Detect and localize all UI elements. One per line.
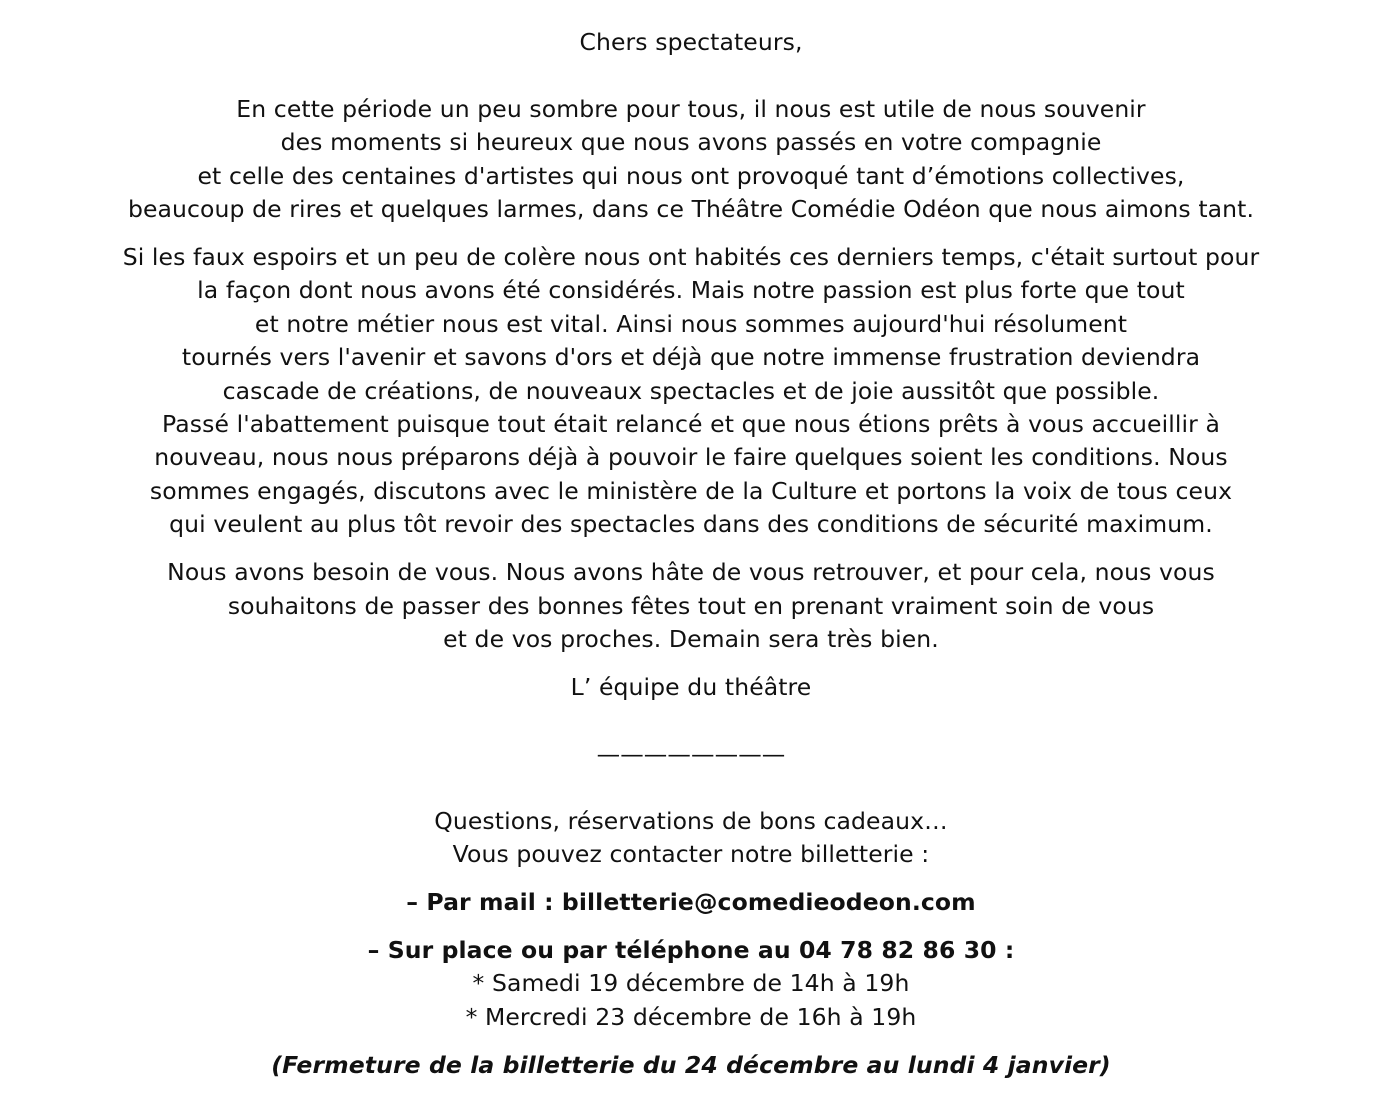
- schedule-item: * Mercredi 23 décembre de 16h à 19h: [465, 1002, 917, 1031]
- paragraph-line: Passé l'abattement puisque tout était relancé et que nous étions prêts à vous accueillir à: [162, 410, 1220, 439]
- spacer: [0, 542, 1382, 557]
- paragraph-line: tournés vers l'avenir et savons d'ors et déjà que notre immense frustration deviendra: [181, 343, 1201, 372]
- closing-note: (Fermeture de la billetterie du 24 décembre au lundi 4 janvier): [271, 1050, 1111, 1079]
- paragraph-line: cascade de créations, de nouveaux spectacles et de joie aussitôt que possible.: [222, 376, 1160, 405]
- contact-intro: [0, 805, 1382, 872]
- spacer: [0, 871, 1382, 886]
- paragraph-line: sommes engagés, discutons avec le ministère de la Culture et portons la voix de tous ceux: [149, 476, 1233, 505]
- paragraph-line: Nous avons besoin de vous. Nous avons hâte de vous retrouver, et pour cela, nous vous: [167, 558, 1215, 587]
- paragraph-line: souhaitons de passer des bonnes fêtes tout en prenant vraiment soin de vous: [227, 591, 1155, 620]
- schedule-item: * Samedi 19 décembre de 14h à 19h: [472, 969, 910, 998]
- paragraph-line: et notre métier nous est vital. Ainsi nous sommes aujourd'hui résolument: [254, 309, 1128, 338]
- contact-intro-line: Questions, réservations de bons cadeaux…: [434, 806, 948, 835]
- paragraph-line: nouveau, nous nous préparons déjà à pouvoir le faire quelques soient les conditions. Nous: [154, 443, 1228, 472]
- contact-mail: – Par mail : billetterie@comedieodeon.com: [406, 888, 976, 917]
- paragraph-line: beaucoup de rires et quelques larmes, dans ce Théâtre Comédie Odéon que nous aimons tant.: [127, 195, 1255, 224]
- spacer: [0, 771, 1382, 804]
- paragraph-intro: [0, 93, 1382, 227]
- contact-phone: – Sur place ou par téléphone au 04 78 82 86 30 :: [367, 936, 1015, 965]
- contact-intro-line: Vous pouvez contacter notre billetterie :: [452, 840, 930, 869]
- paragraph-wishes: [0, 556, 1382, 656]
- spacer: [0, 919, 1382, 934]
- spacer: [0, 59, 1382, 92]
- separator-line: ————————: [596, 739, 786, 768]
- paragraph-line: la façon dont nous avons été considérés. Mais notre passion est plus forte que tout: [197, 276, 1185, 305]
- paragraph-line: Si les faux espoirs et un peu de colère nous ont habités ces derniers temps, c'était surtout pour: [122, 243, 1260, 272]
- spacer: [0, 1034, 1382, 1049]
- contact-phone-block: [0, 934, 1382, 1034]
- paragraph-line: En cette période un peu sombre pour tous, il nous est utile de nous souvenir: [236, 94, 1146, 123]
- paragraph-hopes: [0, 241, 1382, 542]
- spacer: [0, 226, 1382, 241]
- signature: L’ équipe du théâtre: [570, 673, 812, 702]
- spacer: [0, 704, 1382, 737]
- paragraph-line: des moments si heureux que nous avons passés en votre compagnie: [280, 128, 1102, 157]
- paragraph-line: et de vos proches. Demain sera très bien.: [443, 625, 939, 654]
- paragraph-line: et celle des centaines d'artistes qui nous ont provoqué tant d’émotions collectives,: [197, 161, 1185, 190]
- paragraph-line: qui veulent au plus tôt revoir des spectacles dans des conditions de sécurité maximum.: [169, 510, 1213, 539]
- greeting: Chers spectateurs,: [579, 28, 803, 56]
- spacer: [0, 656, 1382, 671]
